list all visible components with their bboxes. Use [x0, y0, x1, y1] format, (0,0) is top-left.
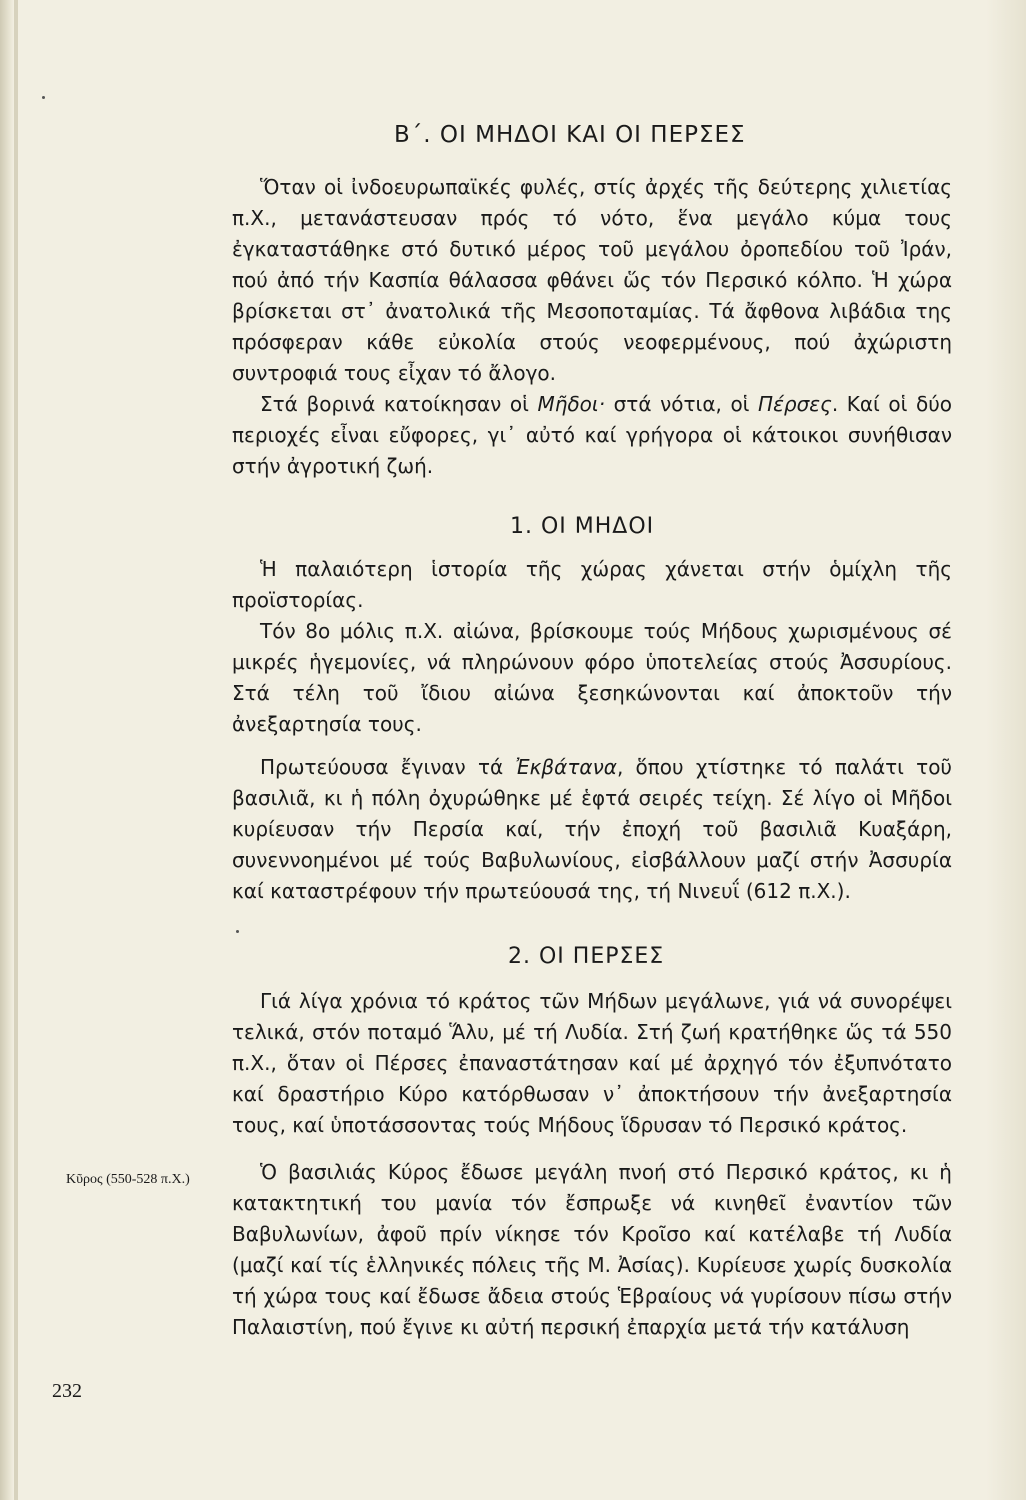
persians-section	[232, 986, 952, 1343]
medes-p3-before: Πρωτεύουσα ἔγιναν τά	[260, 755, 516, 779]
intro-section	[232, 172, 952, 482]
persians-paragraph-2: Ὁ βασιλιάς Κύρος ἔδωσε μεγάλη πνοή στό Περσικό κράτος, κι ἡ κατακτητική του μανία τόν ἔσπρωξε νά κινηθεῖ ἐναντίον τῶν Βαβυλωνίων, ἀφοῦ πρίν νίκησε τόν Κροῖσο καί κατέλαβε τή Λυδία (μαζί καί τίς ἑλληνικές πόλεις τῆς Μ. Ἀσίας). Κυρίευσε χωρίς δυσκολία τή χώρα τους καί ἔδωσε ἄδεια στούς Ἑβραίους νά γυρίσουν πίσω στήν Παλαιστίνη, πού ἔγινε κι αὐτή περσική ἐπαρχία μετά τήν κατάλυση	[232, 1160, 952, 1339]
medes-paragraph-2: Τόν 8ο μόλις π.Χ. αἰώνα, βρίσκουμε τούς Μήδους χωρισμένους σέ μικρές ἡγεμονίες, νά πληρώνουν φόρο ὑποτελείας στούς Ἀσσυρίους. Στά τέλη τοῦ ἴδιου αἰώνα ξεσηκώνονται καί ἀποκτοῦν τήν ἀνεξαρτησία τους.	[232, 619, 952, 736]
medes-paragraph-1: Ἡ παλαιότερη ἱστορία τῆς χώρας χάνεται στήν ὁμίχλη τῆς προϊστορίας.	[232, 557, 952, 612]
speck-mark	[42, 96, 45, 99]
page-number: 232	[52, 1380, 82, 1402]
ecbatana-term: Ἐκβάτανα	[515, 755, 617, 779]
medes-p3-after: , ὅπου χτίστηκε τό παλάτι τοῦ βασιλιᾶ, κι ἡ πόλη ὀχυρώθηκε μέ ἑφτά σειρές τείχη. Σέ λίγο οἱ Μῆδοι κυρίευσαν τήν Περσία καί, τήν ἐποχή τοῦ βασιλιᾶ Κυαξάρη, συνεννοημένοι μέ τούς Βαβυλωνίους, εἰσβάλλουν μαζί στήν Ἀσσυρία καί καταστρέφουν τήν πρωτεύουσά της, τή Νινευΐ (612 π.Χ.).	[232, 755, 952, 903]
intro-p2-middle: στά νότια, οἱ	[605, 392, 759, 416]
medes-term: Μῆδοι·	[537, 392, 606, 416]
page-right-edge	[986, 0, 1026, 1500]
persians-term: Πέρσες	[758, 392, 832, 416]
medes-heading: 1. ΟΙ ΜΗΔΟΙ	[510, 514, 655, 539]
intro-paragraph-1: Ὅταν οἱ ἰνδοευρωπαϊκές φυλές, στίς ἀρχές τῆς δεύτερης χιλιετίας π.Χ., μετανάστευσαν πρός τό νότο, ἕνα μεγάλο κύμα τους ἐγκαταστάθηκε στό δυτικό μέρος τοῦ μεγάλου ὀροπεδίου τοῦ Ἰράν, πού ἀπό τήν Κασπία θάλασσα φθάνει ὥς τόν Περσικό κόλπο. Ἡ χώρα βρίσκεται στ᾽ ἀνατολικά τῆς Μεσοποταμίας. Τά ἄφθονα λιβάδια της πρόσφεραν κάθε εὐκολία στούς νεοφερμένους, πού ἀχώριστη συντροφιά τους εἶχαν τό ἄλογο.	[232, 175, 952, 385]
section-title: Β΄. ΟΙ ΜΗΔΟΙ ΚΑΙ ΟΙ ΠΕΡΣΕΣ	[394, 122, 746, 148]
persians-heading: 2. ΟΙ ΠΕΡΣΕΣ	[508, 944, 665, 969]
intro-paragraph-2	[232, 389, 952, 482]
margin-note-cyrus: Κῦρος (550-528 π.Χ.)	[66, 1172, 190, 1187]
page-binding-shadow	[14, 0, 18, 1500]
medes-section	[232, 554, 952, 907]
page-left-edge	[0, 0, 14, 1500]
intro-p2-before: Στά βορινά κατοίκησαν οἱ	[260, 392, 538, 416]
persians-paragraph-1: Γιά λίγα χρόνια τό κράτος τῶν Μήδων μεγάλωνε, γιά νά συνορέψει τελικά, στόν ποταμό Ἅλυ, μέ τή Λυδία. Στή ζωή κρατήθηκε ὥς τά 550 π.Χ., ὅταν οἱ Πέρσες ἐπαναστάτησαν καί μέ ἀρχηγό τόν ἐξυπνότατο καί δραστήριο Κύρο κατόρθωσαν ν᾽ ἀποκτήσουν τήν ἀνεξαρτησία τους, καί ὑποτάσσοντας τούς Μήδους ἵδρυσαν τό Περσικό κράτος.	[232, 989, 952, 1137]
medes-paragraph-3	[232, 752, 952, 907]
intro-p2-after: . Καί οἱ δύο περιοχές εἶναι εὔφορες, γι᾽ αὐτό καί γρήγορα οἱ κάτοικοι συνήθισαν στήν ἀγροτική ζωή.	[232, 392, 953, 478]
speck-mark	[236, 930, 239, 933]
